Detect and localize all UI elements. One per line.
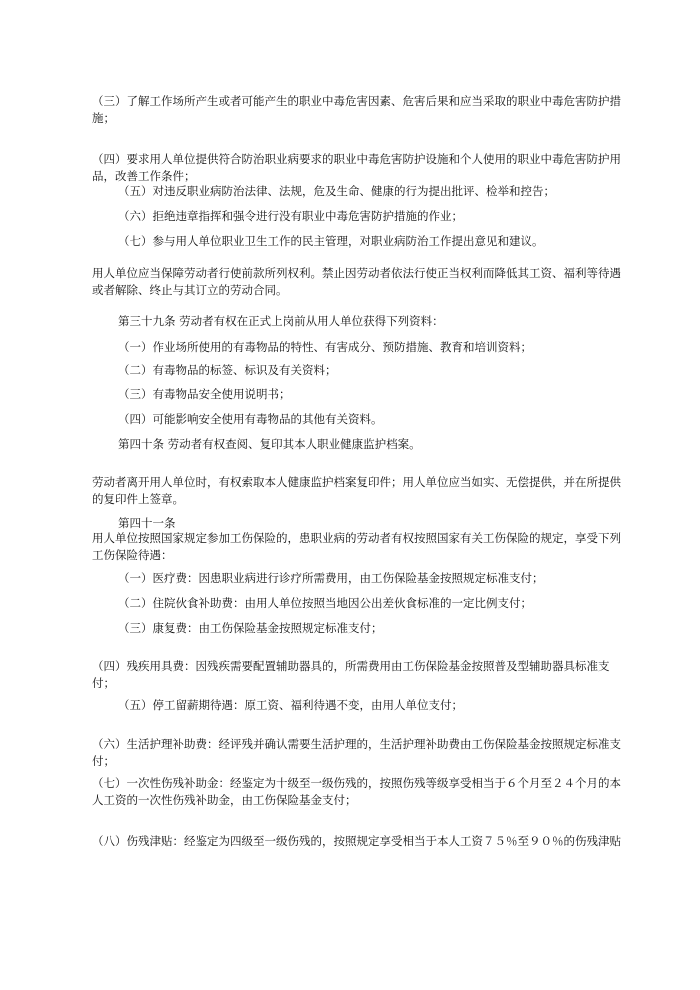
paragraph: （一）医疗费：因患职业病进行诊疗所需费用，由工伤保险基金按照规定标准支付； (118, 571, 544, 585)
paragraph: （二）住院伙食补助费：由用人单位按照当地因公出差伙食标准的一定比例支付； (118, 596, 532, 610)
paragraph: 劳动者离开用人单位时，有权索取本人健康监护档案复印件；用人单位应当如实、无偿提供，并在所提供的复印件上签章。 (92, 475, 621, 506)
paragraph: （八）伤残津贴：经鉴定为四级至一级伤残的，按照规定享受相当于本人工资７５％至９０％的伤残津贴 (92, 834, 621, 848)
paragraph: （三）了解工作场所产生或者可能产生的职业中毒危害因素、危害后果和应当采取的职业中毒危害防护措施； (92, 94, 621, 125)
paragraph: （二）有毒物品的标签、标识及有关资料； (118, 363, 337, 377)
article-heading: 第四十条 劳动者有权查阅、复印其本人职业健康监护档案。 (118, 437, 421, 451)
paragraph: 用人单位应当保障劳动者行使前款所列权利。禁止因劳动者依法行使正当权利而降低其工资、福利等待遇或者解除、终止与其订立的劳动合同。 (92, 266, 621, 297)
paragraph: （五）停工留薪期待遇：原工资、福利待遇不变，由用人单位支付； (118, 698, 463, 712)
paragraph: （三）有毒物品安全使用说明书； (118, 387, 291, 401)
paragraph: （三）康复费：由工伤保险基金按照规定标准支付； (118, 621, 383, 635)
paragraph: （四）可能影响安全使用有毒物品的其他有关资料。 (118, 412, 383, 426)
paragraph: （七）参与用人单位职业卫生工作的民主管理，对职业病防治工作提出意见和建议。 (118, 234, 544, 248)
paragraph: （七）一次性伤残补助金：经鉴定为十级至一级伤残的，按照伤残等级享受相当于６个月至２４个月的本人工资的一次性伤残补助金，由工伤保险基金支付； (92, 776, 621, 807)
article-heading: 第四十一条 (118, 516, 176, 530)
paragraph: （六）生活护理补助费：经评残并确认需要生活护理的，生活护理补助费由工伤保险基金按照规定标准支付； (92, 737, 621, 768)
paragraph: （五）对违反职业病防治法律、法规，危及生命、健康的行为提出批评、检举和控告； (118, 184, 555, 198)
paragraph: （四）残疾用具费：因残疾需要配置辅助器具的，所需费用由工伤保险基金按照普及型辅助器具标准支付； (92, 659, 610, 690)
paragraph: （六）拒绝违章指挥和强令进行没有职业中毒危害防护措施的作业； (118, 209, 463, 223)
paragraph: （一）作业场所使用的有毒物品的特性、有害成分、预防措施、教育和培训资料； (118, 340, 532, 354)
paragraph: 用人单位按照国家规定参加工伤保险的，患职业病的劳动者有权按照国家有关工伤保险的规定，享受下列工伤保险待遇： (92, 531, 621, 562)
paragraph: （四）要求用人单位提供符合防治职业病要求的职业中毒危害防护设施和个人使用的职业中毒危害防护用品，改善工作条件； (92, 152, 621, 183)
article-heading: 第三十九条 劳动者有权在正式上岗前从用人单位获得下列资料： (118, 314, 444, 328)
